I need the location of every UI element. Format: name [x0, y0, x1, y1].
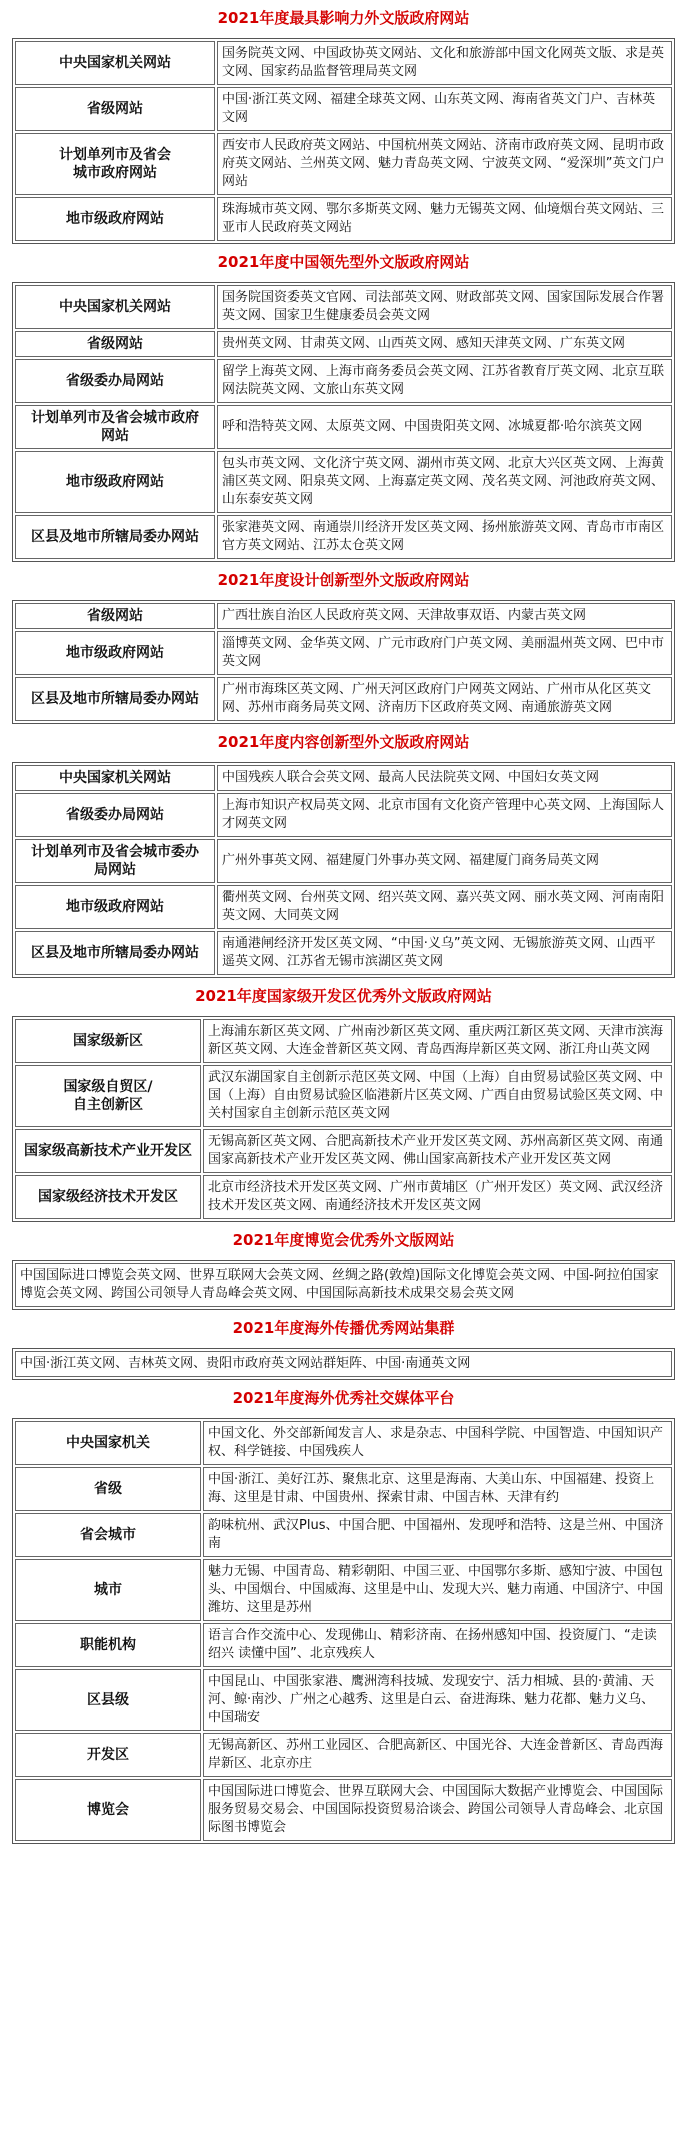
winner-list: 中国·浙江英文网、福建全球英文网、山东英文网、海南省英文门户、吉林英文网 — [217, 87, 672, 131]
winner-list: 广州外事英文网、福建厦门外事办英文网、福建厦门商务局英文网 — [217, 839, 672, 883]
winner-list: 中国国际进口博览会、世界互联网大会、中国国际大数据产业博览会、中国国际服务贸易交易会、中国国际投资贸易洽谈会、跨国公司领导人青岛峰会、北京国际图书博览会 — [203, 1779, 672, 1841]
category-label: 开发区 — [15, 1733, 201, 1777]
winner-list: 北京市经济技术开发区英文网、广州市黄埔区（广州开发区）英文网、武汉经济技术开发区英文网、南通经济技术开发区英文网 — [203, 1175, 672, 1219]
winner-list: 中国国际进口博览会英文网、世界互联网大会英文网、丝绸之路(敦煌)国际文化博览会英文网、中国-阿拉伯国家博览会英文网、跨国公司领导人青岛峰会英文网、中国国际高新技术成果交易会英文网 — [15, 1263, 672, 1307]
category-label: 计划单列市及省会 城市政府网站 — [15, 133, 215, 195]
winner-list: 呼和浩特英文网、太原英文网、中国贵阳英文网、冰城夏都·哈尔滨英文网 — [217, 405, 672, 449]
table-row — [15, 1779, 672, 1841]
category-label: 区县级 — [15, 1669, 201, 1731]
winner-list: 中国·浙江英文网、吉林英文网、贵阳市政府英文网站群矩阵、中国·南通英文网 — [15, 1351, 672, 1377]
category-label: 区县及地市所辖局委办网站 — [15, 677, 215, 721]
category-label: 省级网站 — [15, 603, 215, 629]
winner-list: 衢州英文网、台州英文网、绍兴英文网、嘉兴英文网、丽水英文网、河南南阳英文网、大同英文网 — [217, 885, 672, 929]
award-table — [12, 1016, 675, 1222]
winner-list: 韵味杭州、武汉Plus、中国合肥、中国福州、发现呼和浩特、这是兰州、中国济南 — [203, 1513, 672, 1557]
table-row — [15, 1669, 672, 1731]
category-label: 区县及地市所辖局委办网站 — [15, 515, 215, 559]
section-title: 2021年度中国领先型外文版政府网站 — [217, 253, 470, 271]
category-label: 中央国家机关网站 — [15, 765, 215, 791]
category-label: 省级 — [15, 1467, 201, 1511]
table-row — [15, 885, 672, 929]
category-label: 地市级政府网站 — [15, 631, 215, 675]
section-title: 2021年度设计创新型外文版政府网站 — [217, 571, 470, 589]
winner-list: 无锡高新区英文网、合肥高新技术产业开发区英文网、苏州高新区英文网、南通国家高新技术产业开发区英文网、佛山国家高新技术产业开发区英文网 — [203, 1129, 672, 1173]
category-label: 国家级自贸区/ 自主创新区 — [15, 1065, 201, 1127]
table-row — [15, 1019, 672, 1063]
section-title: 2021年度国家级开发区优秀外文版政府网站 — [195, 987, 492, 1005]
winner-list: 武汉东湖国家自主创新示范区英文网、中国（上海）自由贸易试验区英文网、中国（上海）自由贸易试验区临港新片区英文网、广西自由贸易试验区英文网、中关村国家自主创新示范区英文网 — [203, 1065, 672, 1127]
winner-list: 国务院英文网、中国政协英文网站、文化和旅游部中国文化网英文版、求是英文网、国家药品监督管理局英文网 — [217, 41, 672, 85]
winner-list: 贵州英文网、甘肃英文网、山西英文网、感知天津英文网、广东英文网 — [217, 331, 672, 357]
category-label: 中央国家机关 — [15, 1421, 201, 1465]
table-row — [15, 331, 672, 357]
category-label: 职能机构 — [15, 1623, 201, 1667]
winner-box — [12, 1348, 675, 1380]
category-label: 博览会 — [15, 1779, 201, 1841]
table-row — [15, 603, 672, 629]
table-row — [15, 677, 672, 721]
table-row — [15, 451, 672, 513]
table-row — [15, 1467, 672, 1511]
section-title: 2021年度最具影响力外文版政府网站 — [217, 9, 470, 27]
award-table — [12, 762, 675, 978]
winner-list: 中国文化、外交部新闻发言人、求是杂志、中国科学院、中国智造、中国知识产权、科学链接、中国残疾人 — [203, 1421, 672, 1465]
table-row — [15, 631, 672, 675]
winner-list: 南通港闸经济开发区英文网、“中国·义乌”英文网、无锡旅游英文网、山西平遥英文网、江苏省无锡市滨湖区英文网 — [217, 931, 672, 975]
category-label: 国家级高新技术产业开发区 — [15, 1129, 201, 1173]
winner-list: 留学上海英文网、上海市商务委员会英文网、江苏省教育厅英文网、北京互联网法院英文网、文旅山东英文网 — [217, 359, 672, 403]
table-row — [15, 1513, 672, 1557]
winner-list: 珠海城市英文网、鄂尔多斯英文网、魅力无锡英文网、仙境烟台英文网站、三亚市人民政府英文网站 — [217, 197, 672, 241]
category-label: 国家级经济技术开发区 — [15, 1175, 201, 1219]
section-title: 2021年度海外传播优秀网站集群 — [232, 1319, 455, 1337]
category-label: 中央国家机关网站 — [15, 41, 215, 85]
winner-list: 张家港英文网、南通崇川经济开发区英文网、扬州旅游英文网、青岛市市南区官方英文网站、江苏太仓英文网 — [217, 515, 672, 559]
category-label: 省级网站 — [15, 87, 215, 131]
category-label: 省级委办局网站 — [15, 359, 215, 403]
table-row — [15, 839, 672, 883]
table-row — [15, 1421, 672, 1465]
winner-list: 上海浦东新区英文网、广州南沙新区英文网、重庆两江新区英文网、天津市滨海新区英文网、大连金普新区英文网、青岛西海岸新区英文网、浙江舟山英文网 — [203, 1019, 672, 1063]
category-label: 计划单列市及省会城市政府 网站 — [15, 405, 215, 449]
table-row — [15, 1065, 672, 1127]
category-label: 省会城市 — [15, 1513, 201, 1557]
winner-list: 中国·浙江、美好江苏、聚焦北京、这里是海南、大美山东、中国福建、投资上海、这里是甘肃、中国贵州、探索甘肃、中国吉林、天津有约 — [203, 1467, 672, 1511]
category-label: 省级网站 — [15, 331, 215, 357]
table-row — [15, 133, 672, 195]
winner-list: 中国昆山、中国张家港、鹰洲湾科技城、发现安宁、活力相城、县的·黄浦、天河、鲸·南沙、广州之心越秀、这里是白云、奋进海珠、魅力花都、魅力义乌、中国瑞安 — [203, 1669, 672, 1731]
category-label: 国家级新区 — [15, 1019, 201, 1063]
table-row — [15, 41, 672, 85]
category-label: 地市级政府网站 — [15, 451, 215, 513]
table-row — [15, 931, 672, 975]
table-row — [15, 285, 672, 329]
table-row — [15, 359, 672, 403]
winner-list: 广州市海珠区英文网、广州天河区政府门户网英文网站、广州市从化区英文网、苏州市商务局英文网、济南历下区政府英文网、南通旅游英文网 — [217, 677, 672, 721]
category-label: 区县及地市所辖局委办网站 — [15, 931, 215, 975]
table-row — [15, 1175, 672, 1219]
winner-list: 魅力无锡、中国青岛、精彩朝阳、中国三亚、中国鄂尔多斯、感知宁波、中国包头、中国烟台、中国威海、这里是中山、发现大兴、魅力南通、中国济宁、中国潍坊、这里是苏州 — [203, 1559, 672, 1621]
section-title: 2021年度博览会优秀外文版网站 — [232, 1231, 455, 1249]
award-table — [12, 1418, 675, 1844]
category-label: 中央国家机关网站 — [15, 285, 215, 329]
award-table — [12, 38, 675, 244]
category-label: 城市 — [15, 1559, 201, 1621]
table-row — [15, 793, 672, 837]
category-label: 计划单列市及省会城市委办 局网站 — [15, 839, 215, 883]
winner-list: 西安市人民政府英文网站、中国杭州英文网站、济南市政府英文网、昆明市政府英文网站、兰州英文网、魅力青岛英文网、宁波英文网、“爱深圳”英文门户网站 — [217, 133, 672, 195]
table-row — [15, 1733, 672, 1777]
table-row — [15, 405, 672, 449]
award-table — [12, 282, 675, 562]
winner-list: 国务院国资委英文官网、司法部英文网、财政部英文网、国家国际发展合作署英文网、国家卫生健康委员会英文网 — [217, 285, 672, 329]
table-row — [15, 87, 672, 131]
category-label: 地市级政府网站 — [15, 885, 215, 929]
table-row — [15, 1559, 672, 1621]
award-table — [12, 600, 675, 724]
winner-list: 广西壮族自治区人民政府英文网、天津故事双语、内蒙古英文网 — [217, 603, 672, 629]
table-row — [15, 515, 672, 559]
winner-list: 无锡高新区、苏州工业园区、合肥高新区、中国光谷、大连金普新区、青岛西海岸新区、北京亦庄 — [203, 1733, 672, 1777]
winner-list: 包头市英文网、文化济宁英文网、湖州市英文网、北京大兴区英文网、上海黄浦区英文网、阳泉英文网、上海嘉定英文网、茂名英文网、河池政府英文网、山东泰安英文网 — [217, 451, 672, 513]
section-title: 2021年度海外优秀社交媒体平台 — [232, 1389, 455, 1407]
category-label: 省级委办局网站 — [15, 793, 215, 837]
table-row — [15, 197, 672, 241]
table-row — [15, 1129, 672, 1173]
table-row — [15, 765, 672, 791]
section-title: 2021年度内容创新型外文版政府网站 — [217, 733, 470, 751]
category-label: 地市级政府网站 — [15, 197, 215, 241]
winner-list: 中国残疾人联合会英文网、最高人民法院英文网、中国妇女英文网 — [217, 765, 672, 791]
winner-list: 语言合作交流中心、发现佛山、精彩济南、在扬州感知中国、投资厦门、“走读绍兴 读懂中国”、北京残疾人 — [203, 1623, 672, 1667]
winner-list: 上海市知识产权局英文网、北京市国有文化资产管理中心英文网、上海国际人才网英文网 — [217, 793, 672, 837]
winner-list: 淄博英文网、金华英文网、广元市政府门户英文网、美丽温州英文网、巴中市英文网 — [217, 631, 672, 675]
table-row — [15, 1623, 672, 1667]
winner-box — [12, 1260, 675, 1310]
